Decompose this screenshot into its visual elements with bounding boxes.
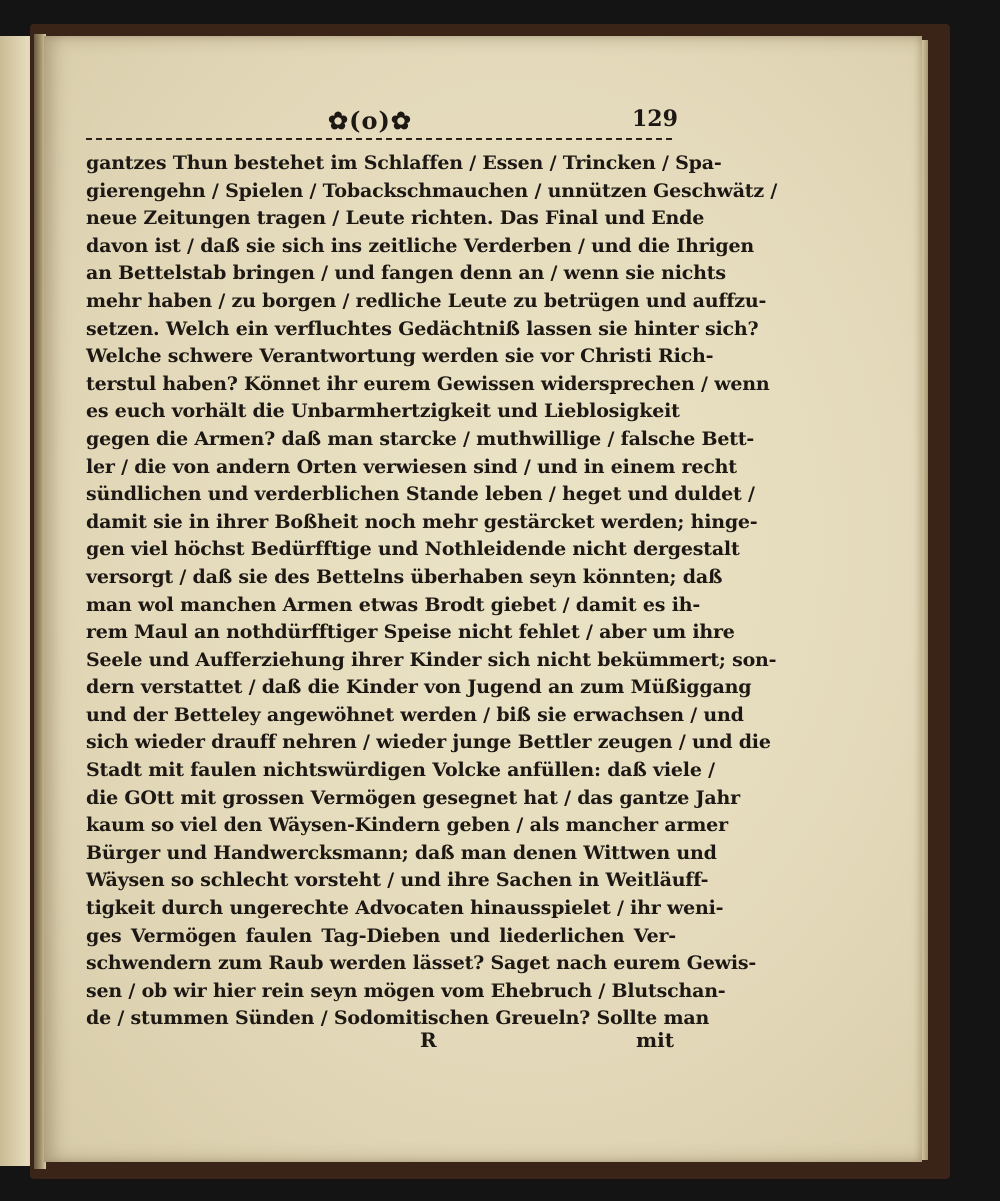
text-line: terstul haben? Könnet ihr eurem Gewissen widersprechen / wenn bbox=[86, 372, 770, 395]
header-ornament: ✿(o)✿ bbox=[328, 106, 412, 135]
page-edge bbox=[922, 40, 928, 1160]
text-line: de / stummen Sünden / Sodomitischen Greueln? Sollte man bbox=[86, 1007, 710, 1030]
text-line: kaum so viel den Wäysen-Kindern geben / als mancher armer bbox=[86, 814, 728, 837]
text-line: neue Zeitungen tragen / Leute richten. Das Final und Ende bbox=[86, 207, 705, 230]
text-line: Welche schwere Verantwortung werden sie vor Christi Rich- bbox=[86, 345, 714, 368]
text-line: ler / die von andern Orten verwiesen sind / und in einem recht bbox=[86, 455, 737, 478]
text-line: damit sie in ihrer Boßheit noch mehr gestärcket werden; hinge- bbox=[86, 510, 758, 533]
body-text bbox=[86, 150, 778, 1033]
text-line: es euch vorhält die Unbarmhertzigkeit und Lieblosigkeit bbox=[86, 400, 680, 423]
text-line: gierengehn / Spielen / Tobackschmauchen / unnützen Geschwätz / bbox=[86, 179, 778, 202]
text-line: versorgt / daß sie des Bettelns überhaben seyn könnten; daß bbox=[86, 565, 723, 588]
text-line: davon ist / daß sie sich ins zeitliche Verderben / und die Ihrigen bbox=[86, 234, 754, 257]
text-line: Seele und Aufferziehung ihrer Kinder sich nicht bekümmert; son- bbox=[86, 648, 777, 671]
text-line: gegen die Armen? daß man starcke / muthwillige / falsche Bett- bbox=[86, 427, 755, 450]
text-line: setzen. Welch ein verfluchtes Gedächtniß lassen sie hinter sich? bbox=[86, 317, 759, 340]
text-line: sen / ob wir hier rein seyn mögen vom Ehebruch / Blutschan- bbox=[86, 979, 726, 1002]
text-line: tigkeit durch ungerechte Advocaten hinausspielet / ihr weni- bbox=[86, 897, 724, 920]
text-line: man wol manchen Armen etwas Brodt giebet / damit es ih- bbox=[86, 593, 701, 616]
page-number: 129 bbox=[632, 106, 678, 132]
text-line: sündlichen und verderblichen Stande leben / heget und duldet / bbox=[86, 483, 755, 506]
text-line: Stadt mit faulen nichtswürdigen Volcke anfüllen: daß viele / bbox=[86, 759, 715, 782]
text-line: an Bettelstab bringen / und fangen denn an / wenn sie nichts bbox=[86, 262, 726, 285]
text-line: dern verstattet / daß die Kinder von Jugend an zum Müßiggang bbox=[86, 676, 752, 699]
signature-mark: R bbox=[420, 1028, 437, 1052]
text-line: Wäysen so schlecht vorsteht / und ihre Sachen in Weitläuff- bbox=[86, 869, 709, 892]
text-line: mehr haben / zu borgen / redliche Leute zu betrügen und auffzu- bbox=[86, 289, 767, 312]
text-line: rem Maul an nothdürfftiger Speise nicht fehlet / aber um ihre bbox=[86, 621, 735, 644]
text-line: die GOtt mit grossen Vermögen gesegnet hat / das gantze Jahr bbox=[86, 786, 740, 809]
catchword: mit bbox=[636, 1028, 674, 1052]
text-line: Bürger und Handwercksmann; daß man denen Wittwen und bbox=[86, 841, 717, 864]
text-line: gantzes Thun bestehet im Schlaffen / Essen / Trincken / Spa- bbox=[86, 152, 722, 174]
text-line: sich wieder drauff nehren / wieder junge Bettler zeugen / und die bbox=[86, 731, 771, 754]
text-line: und der Betteley angewöhnet werden / biß sie erwachsen / und bbox=[86, 703, 744, 726]
text-line: schwendern zum Raub werden lässet? Saget nach eurem Gewis- bbox=[86, 952, 757, 975]
header-rule bbox=[86, 138, 672, 140]
text-line: gen viel höchst Bedürfftige und Nothleidende nicht dergestalt bbox=[86, 538, 740, 561]
text-line: ges Vermögen faulen Tag-Dieben und liederlichen Ver- bbox=[86, 924, 676, 947]
